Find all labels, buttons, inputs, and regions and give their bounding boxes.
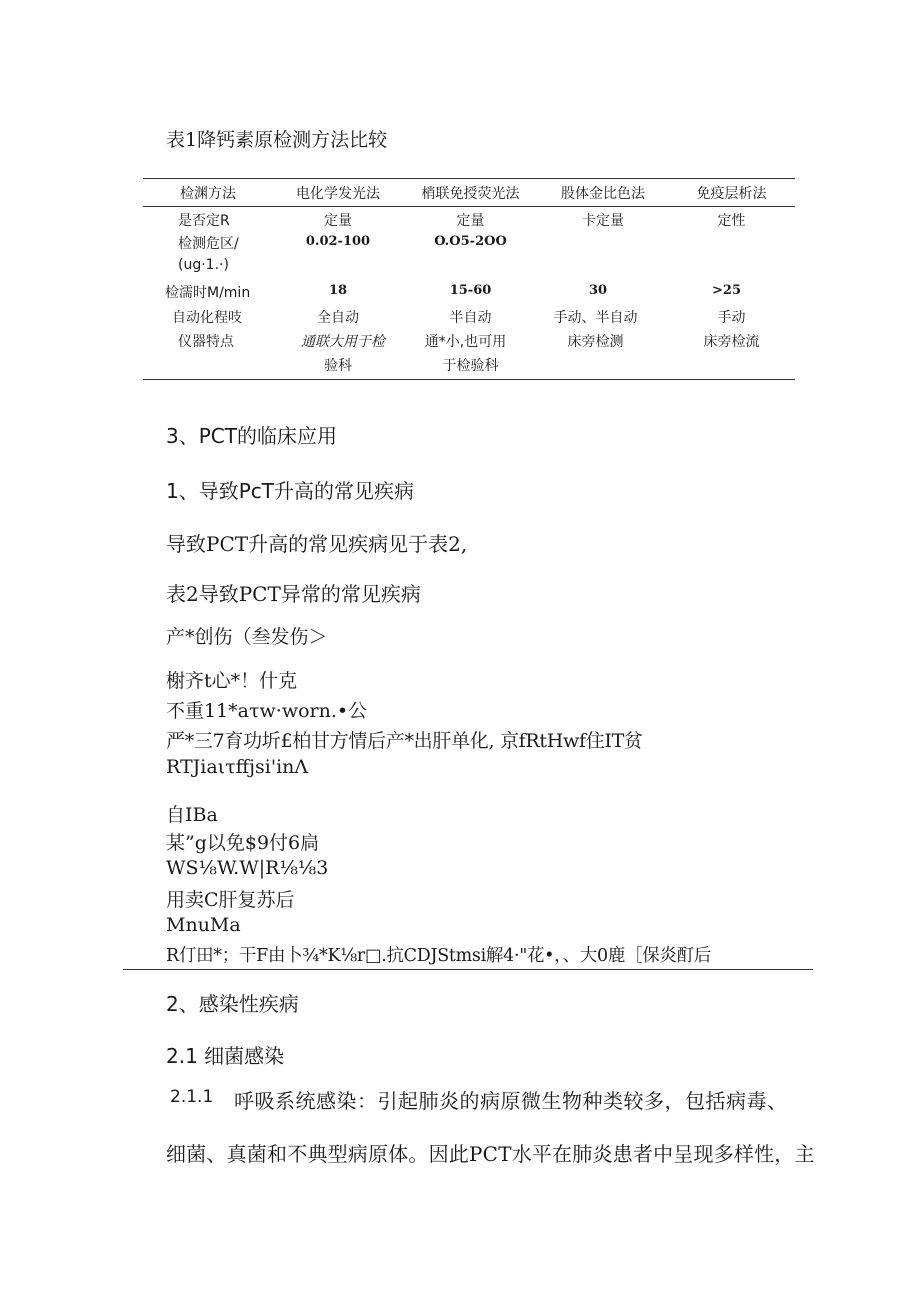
table1-bottom-rule <box>143 379 795 380</box>
paragraph-line: 呼吸系统感染：引起肺炎的病原微生物种类较多，包括病毒、 <box>234 1089 788 1113</box>
garbled-line: 榭齐t心*！什克 <box>166 670 298 692</box>
table1-row-label-unit: (ug·1.·) <box>178 257 229 273</box>
table1-cell: 定量 <box>456 213 485 229</box>
table1-cell: O.O5-2OO <box>434 234 507 249</box>
table1-row-label: 是否定R <box>178 213 230 229</box>
table1-cell: >25 <box>712 283 741 298</box>
table1-cell: 验科 <box>324 358 352 374</box>
table1-cell: 15-60 <box>449 283 492 298</box>
table1-header-method: 检渊方法 <box>180 186 236 202</box>
table1-caption: 表1降钙素原检测方法比较 <box>166 129 388 151</box>
table1-cell: 于检验科 <box>442 358 499 374</box>
table1-header-rule <box>143 206 795 207</box>
table1-cell: 全自动 <box>317 310 359 326</box>
garbled-line: 用卖C肝复苏后 <box>166 889 295 911</box>
section-heading-3: 3、PCT的临床应用 <box>166 424 337 448</box>
table1-header-col4: 免疫层析法 <box>696 186 767 202</box>
table1-cell: 床旁检流 <box>703 334 760 350</box>
table1-cell: 18 <box>328 283 348 298</box>
garbled-line: RTJiaιτffjsi'inΛ <box>166 756 309 778</box>
table1-top-rule <box>143 178 795 179</box>
table1-header-col2: 梢联免授荧光法 <box>421 186 520 202</box>
table1-cell: 床旁检测 <box>567 334 624 350</box>
table1-cell: 定性 <box>717 213 746 229</box>
table1-cell: 半自动 <box>449 310 492 326</box>
table1-cell: 手动 <box>717 310 746 326</box>
garbled-line: 产*创伤（叁发伤＞ <box>166 626 328 648</box>
section-heading-2-1: 2.1 细菌感染 <box>166 1044 285 1068</box>
garbled-line: WS⅛W.W|R⅛⅛3 <box>166 857 329 879</box>
table1-row-label: 仪器特点 <box>178 334 234 350</box>
table1-cell: 手动、半自动 <box>553 310 638 326</box>
garbled-line: R仃田*；干F由卜¾*K⅛r□.抗CDJStmsi解4·"花•，、大0鹿［保炎酊后 <box>166 946 712 966</box>
table2-caption: 表2导致PCT异常的常见疾病 <box>166 582 421 606</box>
table1-header-col1: 电化学发光法 <box>296 186 380 202</box>
garbled-line: 不重11*aτw·worn.•公 <box>166 700 368 722</box>
table1-row-label: 检测危区/ <box>178 236 239 252</box>
table1-row-label: 检濡时M/min <box>165 285 251 301</box>
paragraph-line: 细菌、真菌和不典型病原体。因此PCT水平在肺炎患者中呈现多样性，主 <box>166 1142 815 1166</box>
table1-cell: 通*小,也可用 <box>424 334 507 350</box>
table1-row-label: 自动化程吱 <box>172 310 242 326</box>
table1-cell: 通联大用于检 <box>301 334 385 350</box>
table1-cell: 30 <box>588 283 608 298</box>
table1-cell: 0.02-100 <box>305 234 371 249</box>
garbled-line: 严*三7育功圻£柏甘方情后产*出肝单化, 京fRtHwf住IT贫 <box>166 730 643 752</box>
garbled-line: 某”g以免$9付6扃 <box>166 832 320 854</box>
paragraph: 导致PCT升高的常见疾病见于表2, <box>166 532 468 556</box>
table1-header-col3: 股体金比色法 <box>561 186 645 202</box>
table1-cell: 卡定量 <box>582 213 624 229</box>
paragraph-number: 2.1.1 <box>170 1087 214 1107</box>
garbled-line: 自IBa <box>166 804 218 826</box>
subsection-heading-1: 1、导致PcT升高的常见疾病 <box>166 479 414 503</box>
table1-cell: 定量 <box>324 213 352 229</box>
garbled-line: MnuMa <box>166 914 241 936</box>
garbled-bottom-rule <box>123 969 813 970</box>
section-heading-2: 2、感染性疾病 <box>166 992 299 1016</box>
